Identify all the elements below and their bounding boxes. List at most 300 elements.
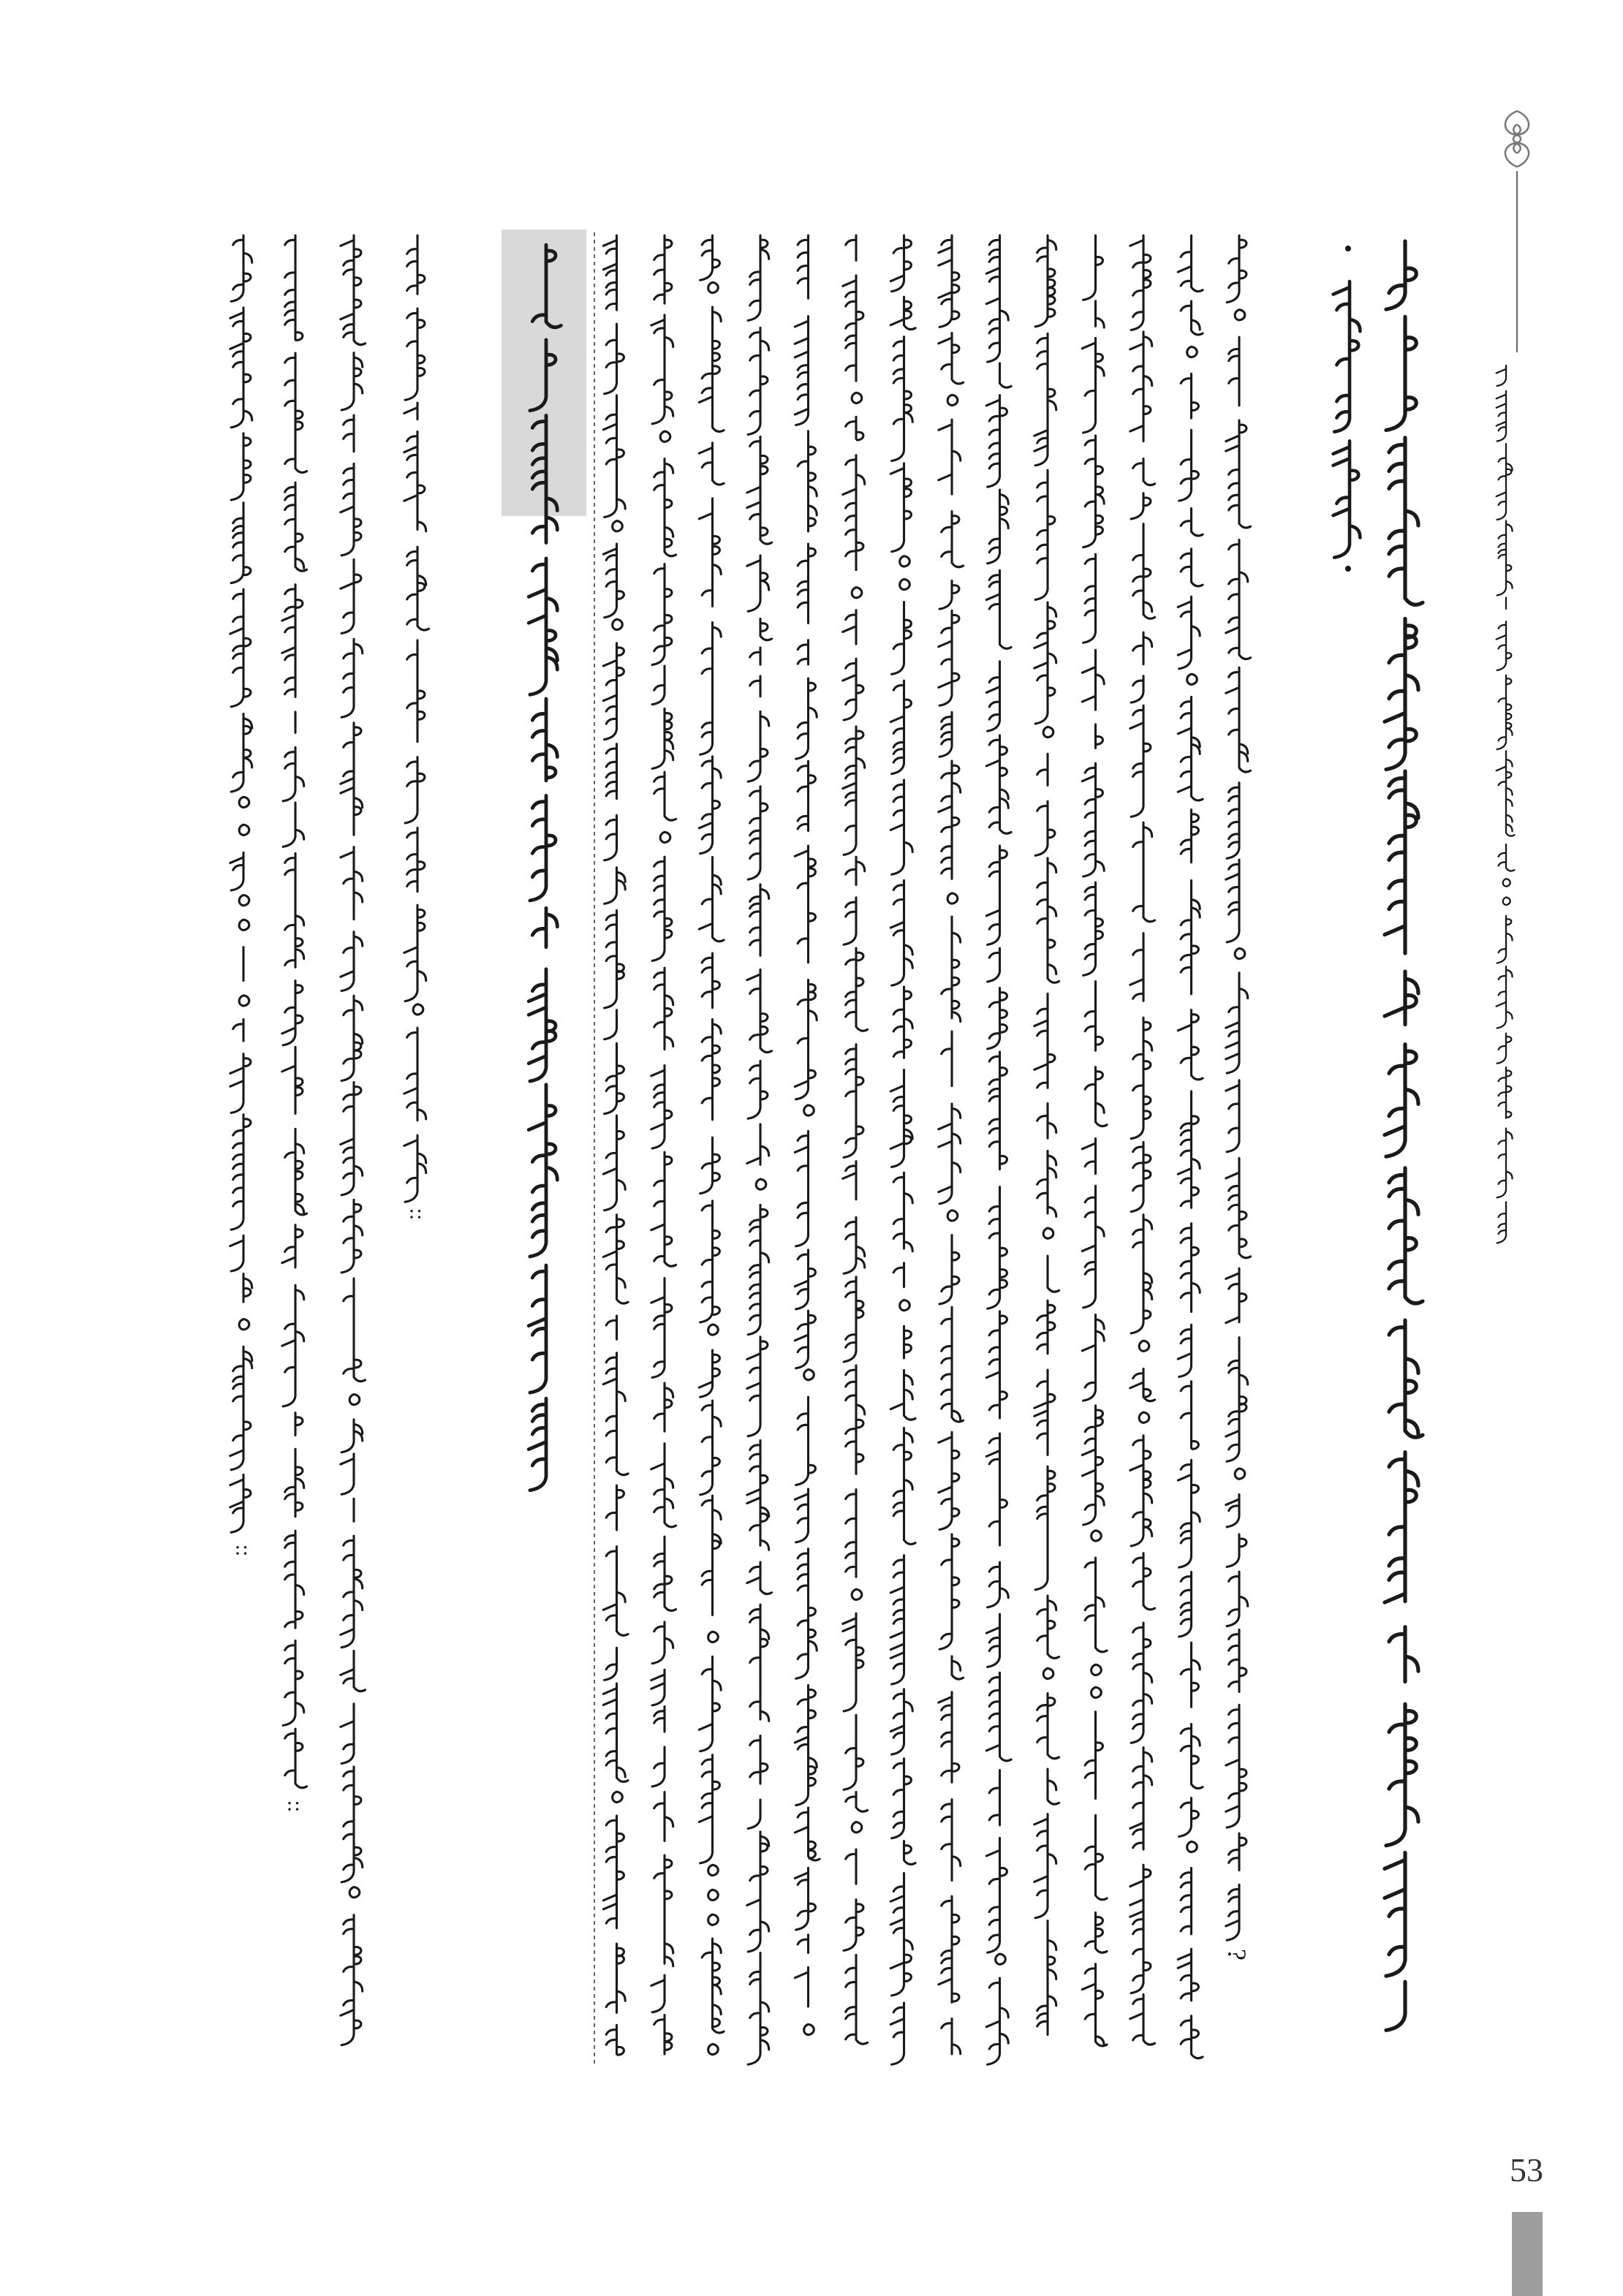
script-word [239, 1319, 249, 1330]
script-word [846, 1365, 865, 1474]
script-word [890, 235, 911, 292]
section-heading-text [1333, 281, 1361, 558]
script-word [1082, 338, 1104, 432]
script-word [1226, 1494, 1239, 1527]
script-word [231, 714, 252, 792]
script-word [1083, 554, 1096, 643]
script-word [939, 1235, 959, 1304]
script-word [893, 1428, 915, 1544]
script-word [1178, 697, 1203, 800]
script-word [1181, 549, 1203, 586]
script-word [605, 1043, 624, 1113]
script-word [942, 1307, 964, 1422]
script-word [1037, 1151, 1056, 1216]
script-word [231, 503, 251, 583]
script-word [606, 1944, 625, 2012]
script-word [843, 455, 865, 570]
script-word [900, 1300, 910, 1310]
script-word [660, 832, 670, 842]
script-word [1179, 430, 1199, 501]
script-word [1130, 705, 1151, 817]
script-word [285, 853, 304, 967]
script-word [843, 610, 856, 644]
script-word [1179, 1798, 1199, 1837]
passage-text-column [651, 235, 676, 2054]
script-word [942, 511, 964, 567]
script-columns [230, 235, 1515, 2064]
script-word [1082, 650, 1104, 710]
script-word [702, 953, 719, 1008]
script-word [1226, 1080, 1239, 1152]
script-word [1133, 822, 1155, 922]
passage-text-column [747, 235, 772, 2064]
script-word [651, 1152, 676, 1266]
script-word [700, 1201, 720, 1322]
script-word [407, 640, 425, 742]
script-word [1034, 1814, 1056, 1918]
script-word [989, 1052, 1007, 1170]
script-word [1000, 363, 1012, 387]
script-word [1131, 1215, 1152, 1333]
passage-text-column [843, 235, 868, 2044]
script-word [1131, 493, 1151, 519]
page-edge-tab [1512, 2212, 1543, 2296]
body-text-line [230, 235, 252, 1532]
script-word [843, 1613, 863, 1711]
script-word [942, 917, 961, 1021]
script-word [795, 1131, 808, 1246]
script-word [1503, 879, 1510, 886]
script-word [239, 920, 249, 930]
script-word [651, 1066, 672, 1148]
script-word [1035, 1466, 1055, 1590]
script-word [986, 235, 1008, 362]
script-word [1043, 727, 1053, 737]
script-word [1048, 1256, 1059, 1292]
script-word [986, 395, 1007, 488]
page-number: 53 [1510, 2151, 1543, 2189]
script-word [844, 1900, 863, 1951]
script-word [708, 282, 719, 292]
script-word [1133, 1553, 1155, 1610]
script-word [652, 1622, 673, 1664]
script-word [796, 1549, 817, 1679]
script-word [1497, 916, 1513, 963]
script-word [1133, 458, 1155, 485]
script-word [844, 1217, 865, 1273]
script-word [1226, 667, 1251, 772]
script-word [699, 1656, 721, 1751]
script-word [1096, 301, 1105, 327]
script-word [651, 315, 673, 424]
script-word [1385, 971, 1418, 1024]
script-word [795, 1967, 808, 2007]
script-word [1385, 771, 1418, 953]
script-word [654, 2015, 672, 2054]
script-word [890, 1689, 912, 1754]
script-word [1497, 1034, 1512, 1064]
script-word [939, 1432, 959, 1529]
script-word [939, 580, 959, 609]
script-word [900, 556, 910, 567]
script-word [606, 1485, 624, 1530]
script-word [341, 1200, 363, 1273]
script-word [748, 327, 769, 434]
script-word [843, 276, 863, 381]
script-word [700, 235, 720, 280]
script-word [699, 443, 724, 485]
script-word [699, 1350, 719, 1397]
script-word [282, 585, 303, 697]
script-word [1497, 1129, 1513, 1198]
script-word [651, 1670, 665, 1705]
script-word [986, 846, 1007, 944]
script-word [652, 857, 672, 961]
script-word [529, 558, 557, 694]
script-word [1037, 858, 1059, 982]
script-word [844, 1045, 863, 1158]
script-word [747, 1832, 769, 1952]
script-word [852, 588, 862, 598]
script-word [798, 640, 808, 664]
script-word [613, 619, 623, 629]
script-word [702, 1019, 721, 1119]
script-word [407, 828, 425, 892]
script-word [295, 1413, 303, 1436]
script-word [651, 1975, 665, 2012]
script-word [1181, 301, 1203, 335]
body-text-line [341, 235, 366, 2045]
script-word [708, 1325, 719, 1335]
script-word [1034, 333, 1056, 465]
script-word [603, 643, 624, 740]
script-word [708, 1890, 719, 1900]
script-word [795, 1311, 815, 1368]
script-word [1497, 966, 1513, 1028]
passage-text-column [603, 235, 628, 2055]
script-word [1226, 1268, 1246, 1322]
script-word [795, 1250, 815, 1309]
script-word [1499, 1067, 1512, 1118]
script-word [652, 666, 665, 705]
script-word [1181, 1724, 1203, 1788]
flourish-ornament-icon [1505, 111, 1529, 167]
script-word [1226, 539, 1251, 659]
passage-text-column [1082, 235, 1107, 2046]
passage-text-column [795, 235, 820, 2035]
script-word [1226, 1158, 1251, 1257]
script-word [285, 1449, 304, 1517]
script-word [1034, 993, 1055, 1088]
script-word [285, 353, 307, 472]
script-word [1181, 508, 1203, 536]
script-word [1227, 235, 1246, 303]
script-word [843, 659, 863, 720]
script-word [349, 1394, 360, 1404]
script-word [939, 712, 952, 757]
script-word [699, 499, 721, 607]
passage-text-column [890, 235, 915, 2064]
script-word [654, 1792, 673, 1841]
running-header-text [1497, 365, 1515, 1243]
script-word [1082, 1406, 1104, 1525]
script-word [846, 1955, 868, 2044]
script-word [702, 1939, 724, 2033]
script-word [988, 1187, 1007, 1309]
script-word [1181, 1868, 1191, 1933]
script-word [529, 1398, 546, 1490]
lesson-title-text [1385, 241, 1423, 2030]
script-word [947, 1210, 958, 1221]
script-word [1235, 1469, 1245, 1479]
script-word [798, 235, 808, 298]
script-word [405, 757, 425, 823]
script-word [231, 235, 252, 301]
script-word [652, 564, 672, 665]
script-word [605, 815, 617, 860]
script-word [239, 895, 249, 906]
script-word [651, 1444, 676, 1527]
script-word [605, 324, 624, 394]
script-word [1131, 1623, 1152, 1743]
script-word [1227, 1534, 1246, 1567]
script-word [341, 235, 366, 345]
passage-text-column [1226, 235, 1251, 1940]
script-word [947, 893, 958, 903]
script-word [844, 1277, 863, 1362]
script-word [846, 948, 868, 1031]
script-word [750, 884, 769, 955]
script-word [942, 1031, 952, 1086]
script-word [846, 1849, 856, 1884]
script-word [1178, 1010, 1203, 1080]
question-mark: ? [1222, 1949, 1252, 1960]
script-word [413, 1004, 423, 1015]
script-word [1131, 676, 1143, 702]
script-word [606, 744, 616, 799]
script-word [939, 420, 961, 494]
script-word [1497, 1202, 1506, 1243]
script-word [708, 2044, 719, 2054]
script-word [405, 308, 425, 400]
script-word [285, 235, 303, 340]
heading-bullet-left: • [1344, 235, 1352, 262]
script-word [1385, 1045, 1418, 1157]
script-word [1035, 470, 1055, 599]
script-word [1037, 1300, 1055, 1354]
script-word [1082, 1964, 1107, 2046]
script-word [407, 547, 429, 630]
script-word [603, 395, 625, 518]
passage-text-column [1130, 235, 1155, 2045]
full-stop-mark: :: [231, 1544, 256, 1557]
script-word [890, 2003, 904, 2064]
script-word [605, 868, 626, 904]
script-word [939, 761, 961, 879]
script-word [942, 1800, 961, 1881]
script-word [988, 988, 1007, 1049]
script-word [1034, 602, 1056, 724]
script-word [747, 1441, 769, 1550]
script-word [230, 1235, 243, 1271]
script-word [708, 1914, 719, 1925]
script-word [285, 1531, 304, 1628]
script-word [1187, 346, 1198, 357]
script-word [890, 1371, 915, 1420]
script-word [341, 353, 363, 410]
script-word [1130, 1369, 1155, 1401]
script-word [890, 681, 911, 773]
script-word [613, 1792, 623, 1802]
script-word [606, 2025, 624, 2055]
script-word [1235, 948, 1245, 958]
heading-bullet-right: • [1344, 556, 1352, 583]
script-word [1226, 860, 1239, 942]
script-word [702, 1496, 721, 1615]
script-word [747, 556, 769, 611]
script-word [1085, 1712, 1102, 1799]
script-word [1385, 1852, 1405, 1976]
script-word [843, 727, 865, 855]
script-word [1181, 880, 1200, 993]
script-word [529, 969, 556, 1081]
script-word [1229, 1833, 1246, 1870]
script-word [1133, 524, 1155, 619]
script-word [699, 757, 721, 854]
script-word [341, 639, 363, 717]
script-word [804, 2024, 814, 2034]
script-word [613, 521, 623, 531]
script-word [1227, 783, 1239, 859]
script-word [900, 579, 910, 589]
script-word [795, 846, 815, 963]
script-word [1235, 310, 1245, 320]
script-word [1497, 365, 1506, 386]
script-word [1085, 1067, 1107, 1126]
full-stop-mark: :: [283, 1800, 308, 1813]
passage-text-column [699, 235, 724, 2055]
script-word [230, 1346, 252, 1469]
script-word [230, 852, 243, 890]
script-word [748, 1061, 768, 1118]
script-word [699, 307, 724, 431]
script-word [1499, 844, 1515, 871]
script-word [285, 482, 307, 571]
script-word [846, 417, 863, 440]
script-word [1130, 1865, 1151, 1993]
script-word [239, 996, 249, 1006]
script-word [750, 676, 760, 697]
script-word [1497, 520, 1513, 595]
script-word [1178, 1325, 1191, 1376]
body-text-line [282, 235, 307, 1788]
script-word [603, 1547, 628, 1636]
script-word [1226, 1884, 1239, 1940]
script-word [239, 825, 249, 835]
script-word [1178, 1091, 1200, 1208]
script-word [795, 317, 808, 425]
script-word [890, 1873, 912, 1996]
script-word [1181, 1224, 1200, 1312]
script-word [748, 1205, 769, 1334]
script-word [1386, 1704, 1418, 1846]
script-word [986, 570, 1011, 648]
script-word [282, 1225, 303, 1268]
script-word [1085, 982, 1102, 1051]
script-word [404, 905, 426, 1001]
script-word [1389, 438, 1423, 605]
script-word [605, 1010, 617, 1039]
script-word [846, 235, 856, 260]
script-word [1085, 1558, 1107, 1652]
script-word [988, 490, 1009, 564]
script-word [796, 1397, 816, 1485]
script-word [603, 1816, 624, 1928]
script-word [1034, 1370, 1055, 1455]
script-word [654, 968, 673, 1049]
script-word [1037, 1596, 1059, 1658]
script-word [1497, 751, 1515, 836]
script-word [1226, 1705, 1246, 1827]
script-word [986, 1614, 999, 1667]
script-word [1082, 763, 1104, 876]
script-word [1385, 1452, 1418, 1602]
passage-text-column [1034, 235, 1059, 2034]
script-word [1187, 674, 1198, 684]
script-word [942, 2019, 961, 2054]
script-word [1037, 1921, 1056, 2035]
script-word [1092, 1687, 1102, 1697]
script-word [1181, 810, 1198, 863]
script-word [748, 1953, 769, 2065]
script-word [1037, 1693, 1059, 1758]
script-word [1035, 235, 1056, 327]
script-word [1082, 1314, 1104, 1401]
script-word [239, 797, 249, 807]
script-word [341, 1420, 363, 1452]
script-word [904, 1326, 912, 1358]
script-word [1178, 596, 1200, 669]
script-word [529, 1265, 546, 1393]
script-word [1389, 1168, 1423, 1303]
script-word [1386, 317, 1416, 430]
script-word [986, 1978, 1008, 2064]
script-word [1092, 1531, 1102, 1541]
script-word [986, 662, 999, 731]
script-word [1181, 2016, 1203, 2058]
script-word [341, 559, 361, 633]
script-word [285, 1129, 307, 1214]
script-word [231, 433, 251, 500]
script-word [760, 619, 772, 640]
script-word [890, 297, 915, 329]
script-word [652, 1747, 665, 1787]
script-word [844, 898, 856, 944]
script-word [893, 1172, 912, 1251]
script-word [652, 708, 673, 768]
script-word [747, 1124, 769, 1164]
script-word [748, 787, 768, 879]
script-word [893, 987, 912, 1058]
script-word [349, 1887, 360, 1898]
script-word [404, 1028, 426, 1120]
script-word [1229, 1629, 1246, 1691]
script-word [986, 735, 1011, 833]
script-word [341, 1536, 363, 1648]
script-word [1130, 1994, 1155, 2045]
script-word [341, 1454, 354, 1494]
script-word [654, 459, 676, 556]
